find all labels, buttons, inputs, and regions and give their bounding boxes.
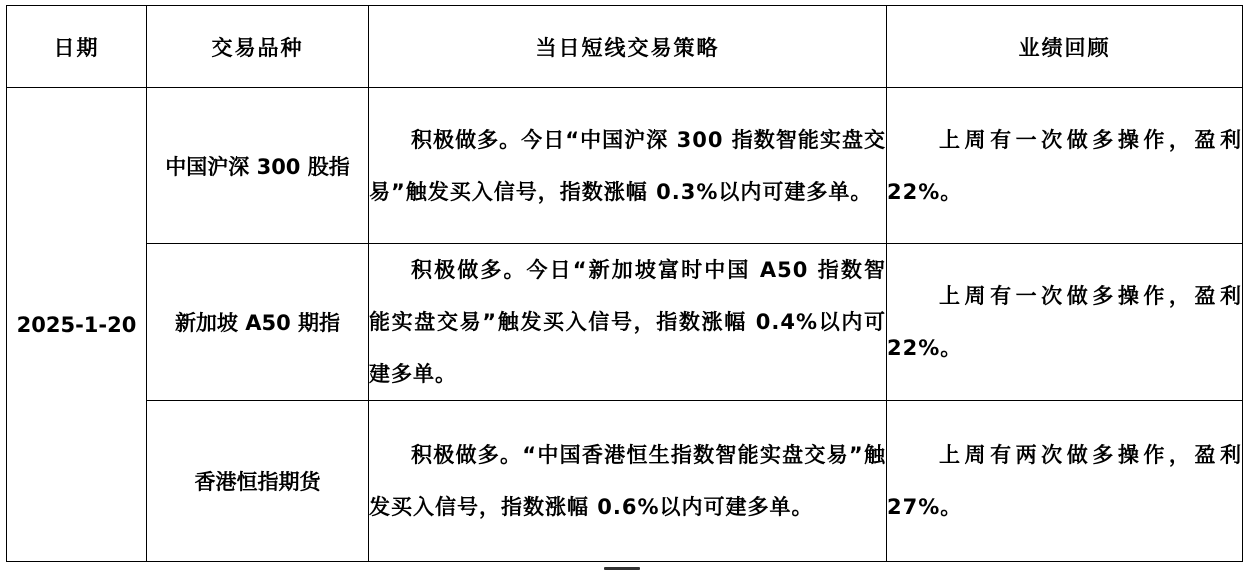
table-row (7, 401, 1243, 562)
performance-cell: 上周有一次做多操作，盈利 22%。 (887, 244, 1243, 401)
header-product: 交易品种 (147, 6, 369, 88)
strategy-cell: 积极做多。今日“新加坡富时中国 A50 指数智能实盘交易”触发买入信号，指数涨幅 0.4%以内可建多单。 (369, 244, 887, 401)
strategy-cell: 积极做多。“中国香港恒生指数智能实盘交易”触发买入信号，指数涨幅 0.6%以内可建多单。 (369, 401, 887, 562)
header-strategy: 当日短线交易策略 (369, 6, 887, 88)
table-row (7, 244, 1243, 401)
product-cell: 中国沪深 300 股指 (147, 88, 369, 244)
performance-cell: 上周有两次做多操作，盈利 27%。 (887, 401, 1243, 562)
header-date: 日期 (7, 6, 147, 88)
product-cell: 香港恒指期货 (147, 401, 369, 562)
page-edge-marker (604, 567, 640, 570)
header-performance: 业绩回顾 (887, 6, 1243, 88)
table-header-row (7, 6, 1243, 88)
date-cell: 2025-1-20 (7, 88, 147, 562)
table-row (7, 88, 1243, 244)
product-cell: 新加坡 A50 期指 (147, 244, 369, 401)
strategy-cell: 积极做多。今日“中国沪深 300 指数智能实盘交易”触发买入信号，指数涨幅 0.3%以内可建多单。 (369, 88, 887, 244)
performance-cell: 上周有一次做多操作，盈利 22%。 (887, 88, 1243, 244)
strategy-table (6, 5, 1243, 562)
